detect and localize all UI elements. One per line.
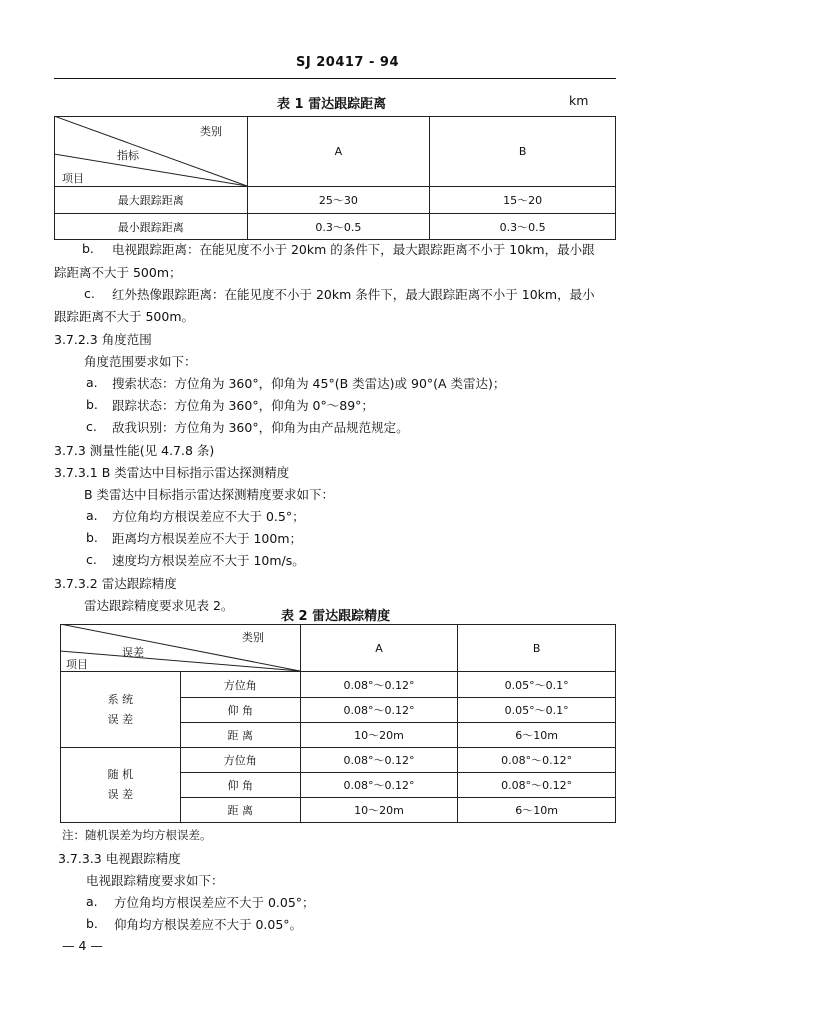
table2-group-label: 系 统 <box>107 692 134 706</box>
list-marker: b. <box>86 916 98 931</box>
table2-corner-category: 类别 <box>242 631 264 644</box>
section-3732-intro: 雷达跟踪精度要求见表 2。 <box>84 598 234 613</box>
table1-cell: 25～30 <box>247 187 430 214</box>
table2-cell: 10～20m <box>300 798 458 823</box>
table2-col-a: A <box>300 625 458 672</box>
list-item: 速度均方根误差应不大于 10m/s。 <box>112 553 305 568</box>
table2-cell: 0.05°～0.1° <box>458 672 616 698</box>
table2-group-label: 误 差 <box>107 712 134 726</box>
table2-cell: 0.08°～0.12° <box>458 773 616 798</box>
table2-corner-error: 误差 <box>122 646 144 659</box>
table1-caption: 表 1 雷达跟踪距离 <box>277 97 387 112</box>
section-3733-intro: 电视跟踪精度要求如下： <box>86 873 224 888</box>
list-marker: c. <box>86 419 97 434</box>
table2-cell: 0.05°～0.1° <box>458 698 616 723</box>
table2-cell: 0.08°～0.12° <box>300 773 458 798</box>
table2-row-label: 距 离 <box>180 723 300 748</box>
table1-corner-category: 类别 <box>200 125 222 138</box>
section-3723-intro: 角度范围要求如下： <box>84 354 197 369</box>
table2-caption: 表 2 雷达跟踪精度 <box>281 609 391 624</box>
table2-cell: 10～20m <box>300 723 458 748</box>
table2-row-label: 仰 角 <box>180 698 300 723</box>
list-item: 方位角均方根误差应不大于 0.05°； <box>114 895 315 910</box>
table2-cell: 0.08°～0.12° <box>300 698 458 723</box>
section-373-heading: 3.7.3 测量性能(见 4.7.8 条) <box>54 443 215 458</box>
section-3731-intro: B 类雷达中目标指示雷达探测精度要求如下： <box>84 487 335 502</box>
section-3723-heading: 3.7.2.3 角度范围 <box>54 332 152 347</box>
table2-row-label: 方位角 <box>180 748 300 773</box>
table2-note: 注：随机误差为均方根误差。 <box>62 828 212 842</box>
list-item: 距离均方根误差应不大于 100m； <box>112 531 303 546</box>
item-b-marker: b. <box>82 241 94 256</box>
item-b-text: 电视跟踪距离：在能见度不小于 20km 的条件下，最大跟踪距离不小于 10km，最小跟 <box>112 242 595 257</box>
table2-corner-item: 项目 <box>66 658 88 671</box>
table1-row-label: 最小跟踪距离 <box>55 214 248 240</box>
list-marker: a. <box>86 375 98 390</box>
table2-group-label: 随 机 <box>107 768 134 781</box>
list-item: 方位角均方根误差应不大于 0.5°； <box>112 509 305 524</box>
table1-corner-metric: 指标 <box>117 149 139 162</box>
table2-col-b: B <box>458 625 616 672</box>
list-item: 跟踪状态：方位角为 360°，仰角为 0°～89°； <box>112 398 374 413</box>
table2-group-label: 误 差 <box>107 788 134 801</box>
table1-row-label: 最大跟踪距离 <box>55 187 248 214</box>
table2-group-systematic <box>61 672 181 748</box>
table2-row-label: 距 离 <box>180 798 300 823</box>
table1-corner-item: 项目 <box>62 172 84 185</box>
item-c-marker: c. <box>84 286 95 301</box>
table1-col-a: A <box>247 117 430 187</box>
table2-cell: 6～10m <box>458 798 616 823</box>
table2-cell: 6～10m <box>458 723 616 748</box>
table2-row-label: 方位角 <box>180 672 300 698</box>
page-number: — 4 — <box>62 938 103 953</box>
list-item: 仰角均方根误差应不大于 0.05°。 <box>114 917 303 932</box>
list-marker: b. <box>86 530 98 545</box>
section-3732-heading: 3.7.3.2 雷达跟踪精度 <box>54 576 177 591</box>
list-marker: b. <box>86 397 98 412</box>
table2-cell: 0.08°～0.12° <box>458 748 616 773</box>
table1-col-b: B <box>430 117 616 187</box>
document-code: SJ 20417 - 94 <box>296 55 399 70</box>
table2-group-random <box>61 748 181 823</box>
table1-cell: 0.3～0.5 <box>247 214 430 240</box>
item-b-text-cont: 踪距离不大于 500m； <box>54 265 182 280</box>
list-item: 搜索状态：方位角为 360°，仰角为 45°(B 类雷达)或 90°(A 类雷达)； <box>112 376 506 391</box>
list-marker: a. <box>86 894 98 909</box>
table1-cell: 15～20 <box>430 187 616 214</box>
section-3733-heading: 3.7.3.3 电视跟踪精度 <box>58 851 181 866</box>
table1-unit: km <box>569 93 589 108</box>
header-rule <box>54 78 616 79</box>
list-marker: a. <box>86 508 98 523</box>
table2-corner-diagonals <box>60 624 301 672</box>
table2-cell: 0.08°～0.12° <box>300 748 458 773</box>
item-c-text-cont: 跟踪距离不大于 500m。 <box>54 309 195 324</box>
table1-cell: 0.3～0.5 <box>430 214 616 240</box>
table2-cell: 0.08°～0.12° <box>300 672 458 698</box>
list-marker: c. <box>86 552 97 567</box>
list-item: 敌我识别：方位角为 360°，仰角为由产品规范规定。 <box>112 420 409 435</box>
section-3731-heading: 3.7.3.1 B 类雷达中目标指示雷达探测精度 <box>54 465 290 480</box>
item-c-text: 红外热像跟踪距离：在能见度不小于 20km 条件下，最大跟踪距离不小于 10km，最小 <box>112 287 595 302</box>
table2-row-label: 仰 角 <box>180 773 300 798</box>
